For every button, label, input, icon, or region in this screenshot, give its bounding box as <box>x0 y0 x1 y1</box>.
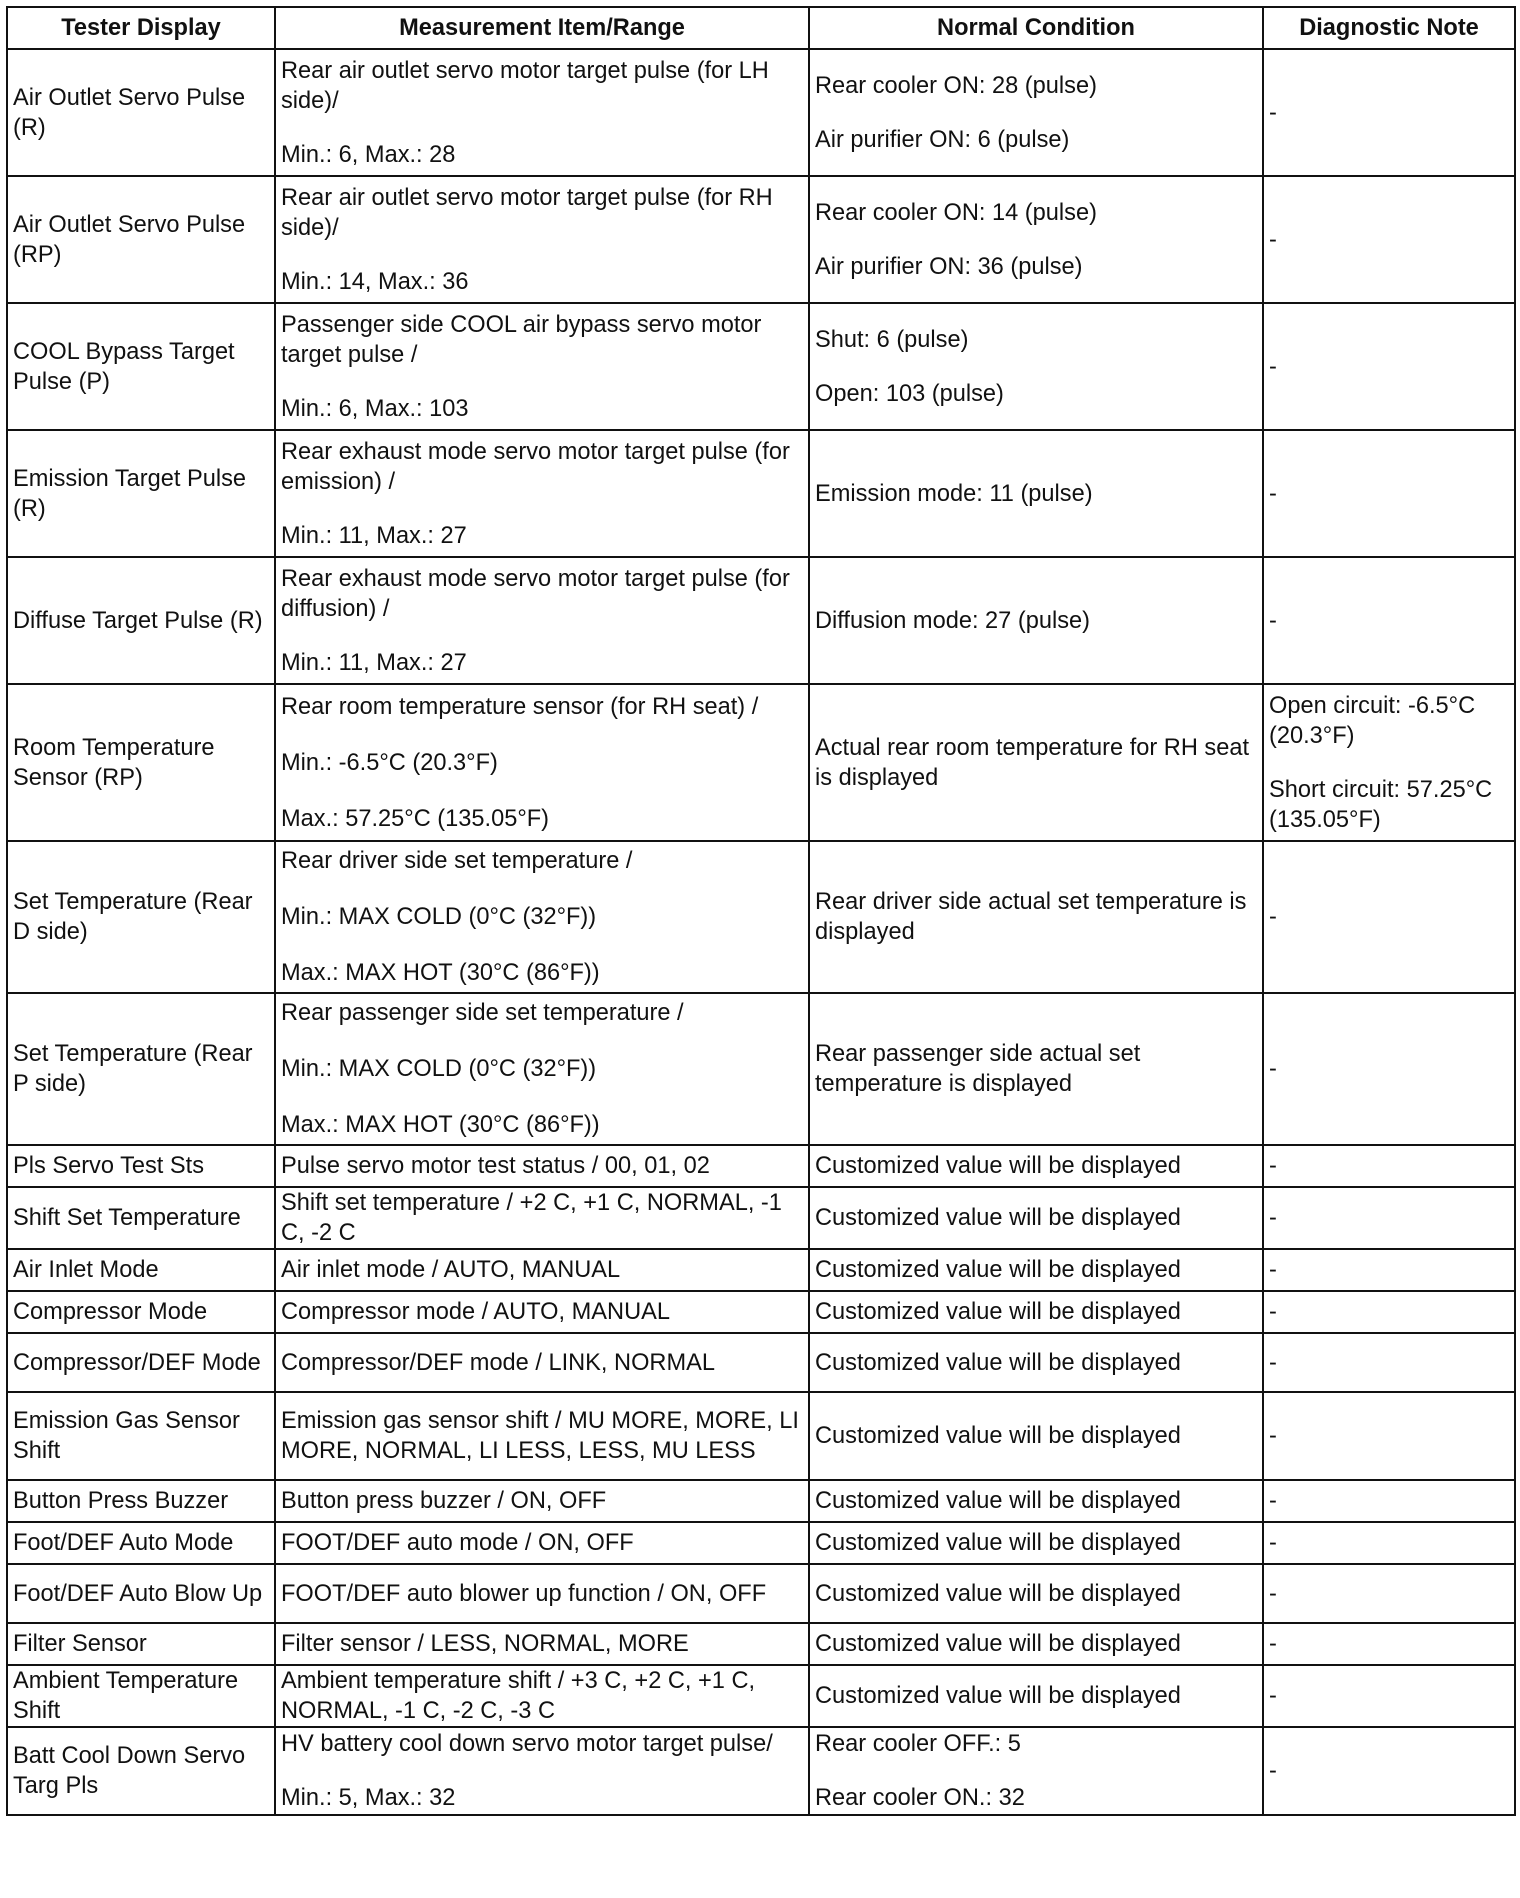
line-gap <box>815 101 1257 125</box>
cell-diagnostic-note-line: - <box>1269 1349 1277 1376</box>
cell-diagnostic-note <box>1263 841 1515 993</box>
line-gap <box>1269 751 1509 775</box>
cell-diagnostic-note-line: - <box>1269 1056 1277 1082</box>
cell-diagnostic-note-line: - <box>1269 1631 1277 1657</box>
cell-normal-condition <box>809 1145 1263 1187</box>
cell-normal-condition <box>809 1623 1263 1665</box>
cell-diagnostic-note-line: - <box>1269 1423 1277 1449</box>
cell-measurement-item-line: Min.: 5, Max.: 32 <box>281 1785 456 1811</box>
data-list-table <box>6 6 1516 1816</box>
table-row <box>7 1564 1515 1623</box>
cell-measurement-item <box>275 1249 809 1291</box>
cell-normal-condition <box>809 303 1263 430</box>
cell-measurement-item <box>275 557 809 684</box>
line-gap <box>281 624 803 648</box>
cell-measurement-item-line: Rear air outlet servo motor target pulse (for RH side)/ <box>281 184 773 241</box>
table-row <box>7 841 1515 993</box>
header-diagnostic-note: Diagnostic Note <box>1263 7 1515 49</box>
cell-measurement-item-line: Air inlet mode / AUTO, MANUAL <box>281 1257 621 1283</box>
cell-tester-display: Foot/DEF Auto Mode <box>7 1522 275 1564</box>
cell-normal-condition-line: Customized value will be displayed <box>815 1488 1181 1514</box>
cell-tester-display: Button Press Buzzer <box>7 1480 275 1522</box>
cell-diagnostic-note <box>1263 1623 1515 1665</box>
cell-tester-display: Set Temperature (Rear D side) <box>7 841 275 993</box>
cell-normal-condition <box>809 1522 1263 1564</box>
line-gap <box>281 116 803 140</box>
cell-measurement-item-line: Max.: MAX HOT (30°C (86°F)) <box>281 1112 600 1138</box>
table-row <box>7 1187 1515 1249</box>
cell-tester-display: Emission Target Pulse (R) <box>7 430 275 557</box>
cell-normal-condition-line: Open: 103 (pulse) <box>815 380 1004 407</box>
cell-normal-condition <box>809 1392 1263 1480</box>
cell-normal-condition <box>809 176 1263 303</box>
header-tester-display: Tester Display <box>7 7 275 49</box>
cell-measurement-item <box>275 1522 809 1564</box>
table-row <box>7 1249 1515 1291</box>
cell-normal-condition-line: Customized value will be displayed <box>815 1580 1181 1607</box>
cell-normal-condition-line: Shut: 6 (pulse) <box>815 326 969 353</box>
cell-normal-condition-line: Rear cooler ON.: 32 <box>815 1785 1025 1811</box>
table-row <box>7 1727 1515 1815</box>
cell-normal-condition-line: Diffusion mode: 27 (pulse) <box>815 607 1090 634</box>
cell-diagnostic-note-line: - <box>1269 1205 1277 1231</box>
table-row <box>7 1665 1515 1727</box>
cell-diagnostic-note-line: - <box>1269 99 1277 126</box>
table-row <box>7 49 1515 176</box>
cell-measurement-item-line: Rear exhaust mode servo motor target pulse (for emission) / <box>281 438 790 495</box>
table-body <box>7 49 1515 1815</box>
cell-tester-display: Compressor Mode <box>7 1291 275 1333</box>
cell-normal-condition-line: Customized value will be displayed <box>815 1153 1181 1179</box>
table-row <box>7 303 1515 430</box>
cell-tester-display: Shift Set Temperature <box>7 1187 275 1249</box>
cell-tester-display: Air Inlet Mode <box>7 1249 275 1291</box>
cell-diagnostic-note <box>1263 557 1515 684</box>
cell-tester-display: Batt Cool Down Servo Targ Pls <box>7 1727 275 1815</box>
cell-normal-condition <box>809 993 1263 1145</box>
line-gap <box>281 1084 803 1110</box>
cell-measurement-item-line: Pulse servo motor test status / 00, 01, 02 <box>281 1153 710 1179</box>
cell-measurement-item-line: Min.: 14, Max.: 36 <box>281 268 469 295</box>
cell-normal-condition <box>809 430 1263 557</box>
table-row <box>7 1480 1515 1522</box>
table-row <box>7 430 1515 557</box>
cell-measurement-item <box>275 430 809 557</box>
cell-measurement-item <box>275 1291 809 1333</box>
cell-tester-display: Pls Servo Test Sts <box>7 1145 275 1187</box>
table-row <box>7 1333 1515 1392</box>
line-gap <box>281 1759 803 1783</box>
table-row <box>7 176 1515 303</box>
cell-diagnostic-note-line: - <box>1269 607 1277 634</box>
cell-normal-condition <box>809 1249 1263 1291</box>
cell-measurement-item-line: Min.: 11, Max.: 27 <box>281 649 467 676</box>
cell-normal-condition-line: Customized value will be displayed <box>815 1423 1181 1449</box>
table-row <box>7 1392 1515 1480</box>
cell-normal-condition <box>809 841 1263 993</box>
line-gap <box>815 355 1257 379</box>
cell-diagnostic-note <box>1263 1333 1515 1392</box>
table-header-row <box>7 7 1515 49</box>
header-normal-condition: Normal Condition <box>809 7 1263 49</box>
cell-diagnostic-note <box>1263 303 1515 430</box>
cell-normal-condition <box>809 1665 1263 1727</box>
line-gap <box>281 1028 803 1054</box>
line-gap <box>281 722 803 748</box>
cell-diagnostic-note <box>1263 1665 1515 1727</box>
table-row <box>7 1145 1515 1187</box>
cell-diagnostic-note <box>1263 176 1515 303</box>
cell-measurement-item <box>275 1187 809 1249</box>
cell-normal-condition-line: Customized value will be displayed <box>815 1299 1181 1325</box>
cell-measurement-item <box>275 303 809 430</box>
cell-diagnostic-note <box>1263 993 1515 1145</box>
cell-diagnostic-note <box>1263 1392 1515 1480</box>
cell-measurement-item-line: Button press buzzer / ON, OFF <box>281 1488 607 1514</box>
cell-diagnostic-note <box>1263 1291 1515 1333</box>
cell-normal-condition-line: Actual rear room temperature for RH seat is displayed <box>815 734 1250 791</box>
cell-measurement-item-line: HV battery cool down servo motor target pulse/ <box>281 1731 773 1757</box>
cell-diagnostic-note <box>1263 430 1515 557</box>
cell-measurement-item-line: Compressor/DEF mode / LINK, NORMAL <box>281 1349 715 1376</box>
cell-measurement-item-line: FOOT/DEF auto mode / ON, OFF <box>281 1530 634 1556</box>
cell-measurement-item-line: Max.: MAX HOT (30°C (86°F)) <box>281 960 600 986</box>
cell-diagnostic-note-line: - <box>1269 353 1277 380</box>
cell-measurement-item-line: Emission gas sensor shift / MU MORE, MORE, LI MORE, NORMAL, LI LESS, LESS, MU LESS <box>281 1408 799 1464</box>
cell-normal-condition <box>809 1187 1263 1249</box>
cell-normal-condition-line: Air purifier ON: 6 (pulse) <box>815 126 1070 153</box>
cell-diagnostic-note <box>1263 1727 1515 1815</box>
line-gap <box>281 370 803 394</box>
cell-measurement-item-line: Rear air outlet servo motor target pulse (for LH side)/ <box>281 57 769 114</box>
cell-normal-condition-line: Rear cooler OFF.: 5 <box>815 1731 1021 1757</box>
cell-diagnostic-note-line: Open circuit: -6.5°C (20.3°F) <box>1269 692 1476 749</box>
cell-measurement-item <box>275 684 809 841</box>
cell-normal-condition <box>809 1480 1263 1522</box>
cell-measurement-item-line: Compressor mode / AUTO, MANUAL <box>281 1299 670 1325</box>
cell-measurement-item-line: Shift set temperature / +2 C, +1 C, NORMAL, -1 C, -2 C <box>281 1190 782 1246</box>
cell-normal-condition-line: Customized value will be displayed <box>815 1683 1181 1709</box>
cell-diagnostic-note-line: - <box>1269 1153 1277 1179</box>
table-row <box>7 557 1515 684</box>
cell-tester-display: Diffuse Target Pulse (R) <box>7 557 275 684</box>
cell-diagnostic-note-line: - <box>1269 226 1277 253</box>
table-row <box>7 1291 1515 1333</box>
cell-measurement-item-line: Rear driver side set temperature / <box>281 848 633 874</box>
cell-measurement-item <box>275 1145 809 1187</box>
cell-diagnostic-note-line: - <box>1269 1488 1277 1514</box>
line-gap <box>281 243 803 267</box>
cell-diagnostic-note <box>1263 1145 1515 1187</box>
cell-tester-display: Ambient Temperature Shift <box>7 1665 275 1727</box>
cell-diagnostic-note <box>1263 1187 1515 1249</box>
cell-measurement-item <box>275 1392 809 1480</box>
cell-diagnostic-note-line: - <box>1269 480 1277 507</box>
cell-normal-condition-line: Customized value will be displayed <box>815 1349 1181 1376</box>
cell-measurement-item-line: Min.: -6.5°C (20.3°F) <box>281 749 498 776</box>
cell-tester-display: Foot/DEF Auto Blow Up <box>7 1564 275 1623</box>
cell-tester-display: Compressor/DEF Mode <box>7 1333 275 1392</box>
cell-normal-condition <box>809 684 1263 841</box>
cell-diagnostic-note <box>1263 1249 1515 1291</box>
cell-measurement-item-line: Ambient temperature shift / +3 C, +2 C, +1 C, NORMAL, -1 C, -2 C, -3 C <box>281 1668 756 1724</box>
cell-measurement-item-line: Min.: MAX COLD (0°C (32°F)) <box>281 1056 597 1082</box>
cell-normal-condition-line: Rear cooler ON: 14 (pulse) <box>815 199 1097 226</box>
cell-diagnostic-note <box>1263 1522 1515 1564</box>
cell-diagnostic-note-line: - <box>1269 1580 1277 1607</box>
line-gap <box>281 876 803 902</box>
cell-diagnostic-note-line: - <box>1269 1530 1277 1556</box>
table-row <box>7 993 1515 1145</box>
table-row <box>7 684 1515 841</box>
cell-normal-condition <box>809 1333 1263 1392</box>
cell-normal-condition <box>809 557 1263 684</box>
cell-measurement-item <box>275 1665 809 1727</box>
cell-measurement-item <box>275 1727 809 1815</box>
table-row <box>7 1623 1515 1665</box>
cell-measurement-item-line: Min.: 6, Max.: 28 <box>281 141 456 168</box>
cell-normal-condition <box>809 1564 1263 1623</box>
cell-normal-condition-line: Air purifier ON: 36 (pulse) <box>815 253 1083 280</box>
cell-measurement-item-line: FOOT/DEF auto blower up function / ON, OFF <box>281 1580 767 1607</box>
cell-measurement-item <box>275 1623 809 1665</box>
cell-diagnostic-note-line: Short circuit: 57.25°C (135.05°F) <box>1269 776 1493 833</box>
cell-normal-condition-line: Emission mode: 11 (pulse) <box>815 480 1093 507</box>
cell-measurement-item-line: Min.: 6, Max.: 103 <box>281 395 469 422</box>
line-gap <box>281 932 803 958</box>
line-gap <box>281 497 803 521</box>
line-gap <box>815 1759 1257 1783</box>
cell-diagnostic-note-line: - <box>1269 1299 1277 1325</box>
cell-normal-condition-line: Customized value will be displayed <box>815 1631 1181 1657</box>
cell-normal-condition-line: Rear driver side actual set temperature is displayed <box>815 889 1247 945</box>
cell-diagnostic-note <box>1263 49 1515 176</box>
cell-diagnostic-note <box>1263 1480 1515 1522</box>
cell-normal-condition-line: Rear cooler ON: 28 (pulse) <box>815 72 1097 99</box>
cell-measurement-item <box>275 993 809 1145</box>
cell-measurement-item <box>275 1564 809 1623</box>
cell-tester-display: Air Outlet Servo Pulse (RP) <box>7 176 275 303</box>
cell-normal-condition-line: Customized value will be displayed <box>815 1257 1181 1283</box>
cell-diagnostic-note <box>1263 1564 1515 1623</box>
cell-normal-condition-line: Rear passenger side actual set temperature is displayed <box>815 1041 1141 1097</box>
cell-measurement-item-line: Max.: 57.25°C (135.05°F) <box>281 805 550 832</box>
cell-measurement-item-line: Min.: MAX COLD (0°C (32°F)) <box>281 904 597 930</box>
cell-measurement-item <box>275 49 809 176</box>
cell-diagnostic-note-line: - <box>1269 904 1277 930</box>
cell-diagnostic-note <box>1263 684 1515 841</box>
cell-normal-condition-line: Customized value will be displayed <box>815 1530 1181 1556</box>
cell-diagnostic-note-line: - <box>1269 1683 1277 1709</box>
cell-measurement-item-line: Min.: 11, Max.: 27 <box>281 522 467 549</box>
cell-measurement-item <box>275 1480 809 1522</box>
cell-measurement-item-line: Rear passenger side set temperature / <box>281 1000 684 1026</box>
cell-tester-display: Filter Sensor <box>7 1623 275 1665</box>
cell-normal-condition <box>809 1727 1263 1815</box>
cell-tester-display: COOL Bypass Target Pulse (P) <box>7 303 275 430</box>
cell-tester-display: Set Temperature (Rear P side) <box>7 993 275 1145</box>
cell-measurement-item-line: Rear room temperature sensor (for RH seat) / <box>281 693 759 720</box>
cell-tester-display: Room Temperature Sensor (RP) <box>7 684 275 841</box>
cell-normal-condition <box>809 1291 1263 1333</box>
cell-normal-condition-line: Customized value will be displayed <box>815 1205 1181 1231</box>
cell-measurement-item-line: Passenger side COOL air bypass servo motor target pulse / <box>281 311 762 368</box>
table-row <box>7 1522 1515 1564</box>
cell-measurement-item <box>275 841 809 993</box>
cell-normal-condition <box>809 49 1263 176</box>
line-gap <box>281 778 803 804</box>
document-page <box>6 6 1514 1816</box>
cell-tester-display: Emission Gas Sensor Shift <box>7 1392 275 1480</box>
cell-measurement-item <box>275 176 809 303</box>
header-measurement-item: Measurement Item/Range <box>275 7 809 49</box>
cell-tester-display: Air Outlet Servo Pulse (R) <box>7 49 275 176</box>
cell-measurement-item <box>275 1333 809 1392</box>
cell-measurement-item-line: Rear exhaust mode servo motor target pulse (for diffusion) / <box>281 565 790 622</box>
cell-diagnostic-note-line: - <box>1269 1257 1277 1283</box>
line-gap <box>815 228 1257 252</box>
cell-diagnostic-note-line: - <box>1269 1758 1277 1784</box>
cell-measurement-item-line: Filter sensor / LESS, NORMAL, MORE <box>281 1631 689 1657</box>
